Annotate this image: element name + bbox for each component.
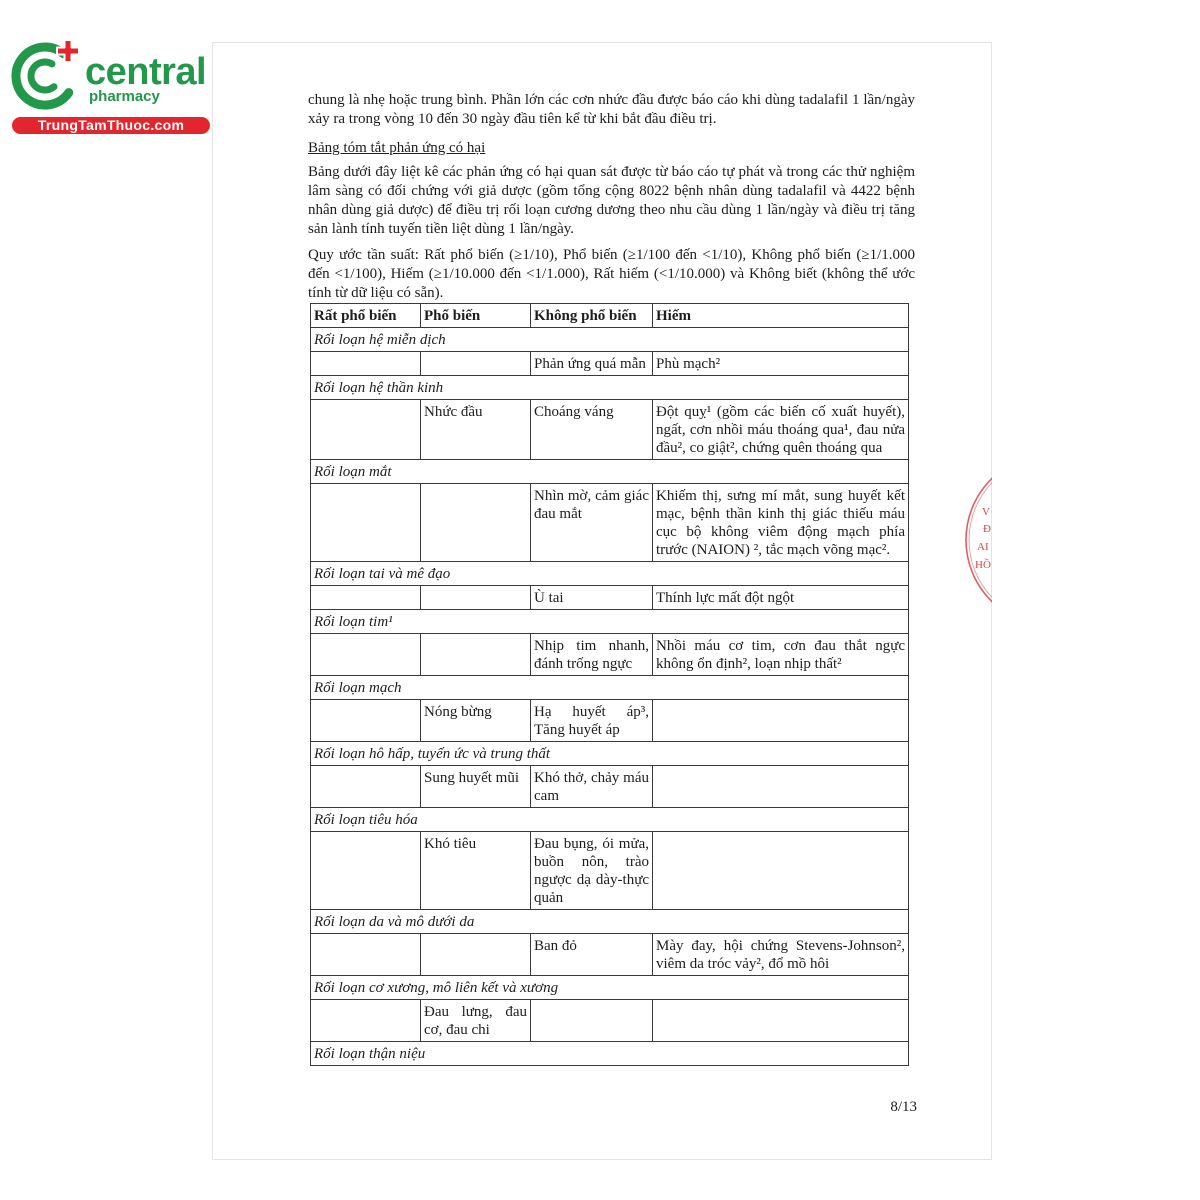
- stamp-fragment: AI: [977, 541, 989, 553]
- cell-uncommon: Ban đỏ: [531, 934, 653, 976]
- cell-rare: Khiếm thị, sưng mí mắt, sung huyết kết mạc, bệnh thần kinh thị giác thiếu máu cục bộ không viêm động mạch phía trước (NAION) ², tắc mạch võng mạc².: [653, 484, 909, 562]
- category-label: Rối loạn mạch: [311, 676, 909, 700]
- description-paragraph: Bảng dưới đây liệt kê các phản ứng có hại quan sát được từ báo cáo tự phát và trong các thử nghiệm lâm sàng có đối chứng với giả dược (gồm tổng cộng 8022 bệnh nhân dùng tadalafil và 4422 bệnh nhân dùng giả dược) để điều trị rối loạn cương dương theo nhu cầu dùng 1 lần/ngày và điều trị tăng sản lành tính tuyến tiền liệt dùng 1 lần/ngày.: [308, 164, 915, 237]
- cell-very-common: [311, 766, 421, 808]
- category-label: Rối loạn tai và mê đạo: [311, 562, 909, 586]
- category-label: Rối loạn tiêu hóa: [311, 808, 909, 832]
- frequency-paragraph: Quy ước tần suất: Rất phổ biến (≥1/10), Phổ biến (≥1/100 đến <1/10), Không phổ biến (≥1/1.000 đến <1/100), Hiếm (≥1/10.000 đến <1/1.000), Rất hiếm (<1/10.000) và Không biết (không thể ước tính từ dữ liệu có sẵn).: [308, 247, 915, 301]
- category-row: [311, 808, 909, 832]
- category-label: Rối loạn hô hấp, tuyến ức và trung thất: [311, 742, 909, 766]
- category-row: [311, 460, 909, 484]
- category-row: [311, 562, 909, 586]
- cell-common: Nóng bừng: [421, 700, 531, 742]
- cell-common: [421, 352, 531, 376]
- category-label: Rối loạn hệ miễn dịch: [311, 328, 909, 352]
- page-number: 8/13: [890, 1099, 917, 1115]
- stamp-fragment: Đ: [983, 523, 991, 535]
- table-row: [311, 352, 909, 376]
- category-row: [311, 1042, 909, 1066]
- cell-rare: Mày đay, hội chứng Stevens-Johnson², viêm da tróc vảy², đổ mồ hôi: [653, 934, 909, 976]
- intro-paragraph: chung là nhẹ hoặc trung bình. Phần lớn các cơn nhức đầu được báo cáo khi dùng tadalafil 1 lần/ngày xảy ra trong vòng 10 đến 30 ngày đầu tiên kể từ khi bắt đầu điều trị.: [308, 92, 915, 127]
- category-row: [311, 610, 909, 634]
- table-row: [311, 400, 909, 460]
- table-row: [311, 586, 909, 610]
- cell-very-common: [311, 934, 421, 976]
- cell-common: [421, 934, 531, 976]
- cell-common: Sung huyết mũi: [421, 766, 531, 808]
- central-pharmacy-logo-icon: [6, 36, 86, 116]
- table-row: [311, 766, 909, 808]
- document-body: [308, 91, 915, 1066]
- category-row: [311, 742, 909, 766]
- category-row: [311, 376, 909, 400]
- cell-common: Nhức đầu: [421, 400, 531, 460]
- section-heading: Bảng tóm tắt phản ứng có hại: [308, 140, 486, 156]
- cell-very-common: [311, 1000, 421, 1042]
- cell-very-common: [311, 484, 421, 562]
- category-label: Rối loạn cơ xương, mô liên kết và xương: [311, 976, 909, 1000]
- cell-rare: Nhồi máu cơ tim, cơn đau thắt ngực không ổn định², loạn nhịp thất²: [653, 634, 909, 676]
- table-header-row: [311, 304, 909, 328]
- header-very-common: Rất phổ biến: [311, 304, 421, 328]
- cell-uncommon: Khó thở, chảy máu cam: [531, 766, 653, 808]
- adverse-reactions-table: [310, 303, 909, 1066]
- cell-common: Khó tiêu: [421, 832, 531, 910]
- cell-uncommon: Phản ứng quá mẫn: [531, 352, 653, 376]
- category-row: [311, 910, 909, 934]
- cell-very-common: [311, 832, 421, 910]
- header-rare: Hiếm: [653, 304, 909, 328]
- table-row: [311, 700, 909, 742]
- category-label: Rối loạn thận niệu: [311, 1042, 909, 1066]
- cell-common: [421, 634, 531, 676]
- cell-uncommon: [531, 1000, 653, 1042]
- category-row: [311, 976, 909, 1000]
- logo-subtitle: pharmacy: [89, 88, 160, 105]
- cell-very-common: [311, 586, 421, 610]
- cell-common: [421, 586, 531, 610]
- logo-brand-name: central: [85, 51, 207, 93]
- stamp-fragment: HỒ: [975, 559, 991, 571]
- cell-rare: Đột quỵ¹ (gồm các biến cố xuất huyết), ngất, cơn nhồi máu thoáng qua¹, đau nửa đầu², co giật², chứng quên thoáng qua: [653, 400, 909, 460]
- category-label: Rối loạn hệ thần kinh: [311, 376, 909, 400]
- category-label: Rối loạn da và mô dưới da: [311, 910, 909, 934]
- category-label: Rối loạn tim¹: [311, 610, 909, 634]
- cell-rare: Phù mạch²: [653, 352, 909, 376]
- cell-rare: Thính lực mất đột ngột: [653, 586, 909, 610]
- category-row: [311, 328, 909, 352]
- table-row: [311, 484, 909, 562]
- cell-rare: [653, 766, 909, 808]
- cell-very-common: [311, 634, 421, 676]
- cell-rare: [653, 700, 909, 742]
- cell-uncommon: Ù tai: [531, 586, 653, 610]
- cell-uncommon: Hạ huyết áp³, Tăng huyết áp: [531, 700, 653, 742]
- cell-very-common: [311, 400, 421, 460]
- red-stamp-icon: [950, 460, 992, 620]
- table-row: [311, 832, 909, 910]
- cell-common: [421, 484, 531, 562]
- cell-uncommon: Đau bụng, ói mửa, buồn nôn, trào ngược dạ dày-thực quản: [531, 832, 653, 910]
- table-row: [311, 634, 909, 676]
- table-row: [311, 934, 909, 976]
- category-label: Rối loạn mắt: [311, 460, 909, 484]
- cell-uncommon: Nhìn mờ, cảm giác đau mắt: [531, 484, 653, 562]
- cell-common: Đau lưng, đau cơ, đau chi: [421, 1000, 531, 1042]
- table-row: [311, 1000, 909, 1042]
- cell-uncommon: Nhịp tim nhanh, đánh trống ngực: [531, 634, 653, 676]
- header-uncommon: Không phổ biến: [531, 304, 653, 328]
- cell-rare: [653, 832, 909, 910]
- logo-website-banner: TrungTamThuoc.com: [12, 117, 210, 134]
- header-common: Phổ biến: [421, 304, 531, 328]
- category-row: [311, 676, 909, 700]
- cell-very-common: [311, 352, 421, 376]
- cell-uncommon: Choáng váng: [531, 400, 653, 460]
- stamp-fragment: V: [982, 506, 990, 518]
- cell-very-common: [311, 700, 421, 742]
- cell-rare: [653, 1000, 909, 1042]
